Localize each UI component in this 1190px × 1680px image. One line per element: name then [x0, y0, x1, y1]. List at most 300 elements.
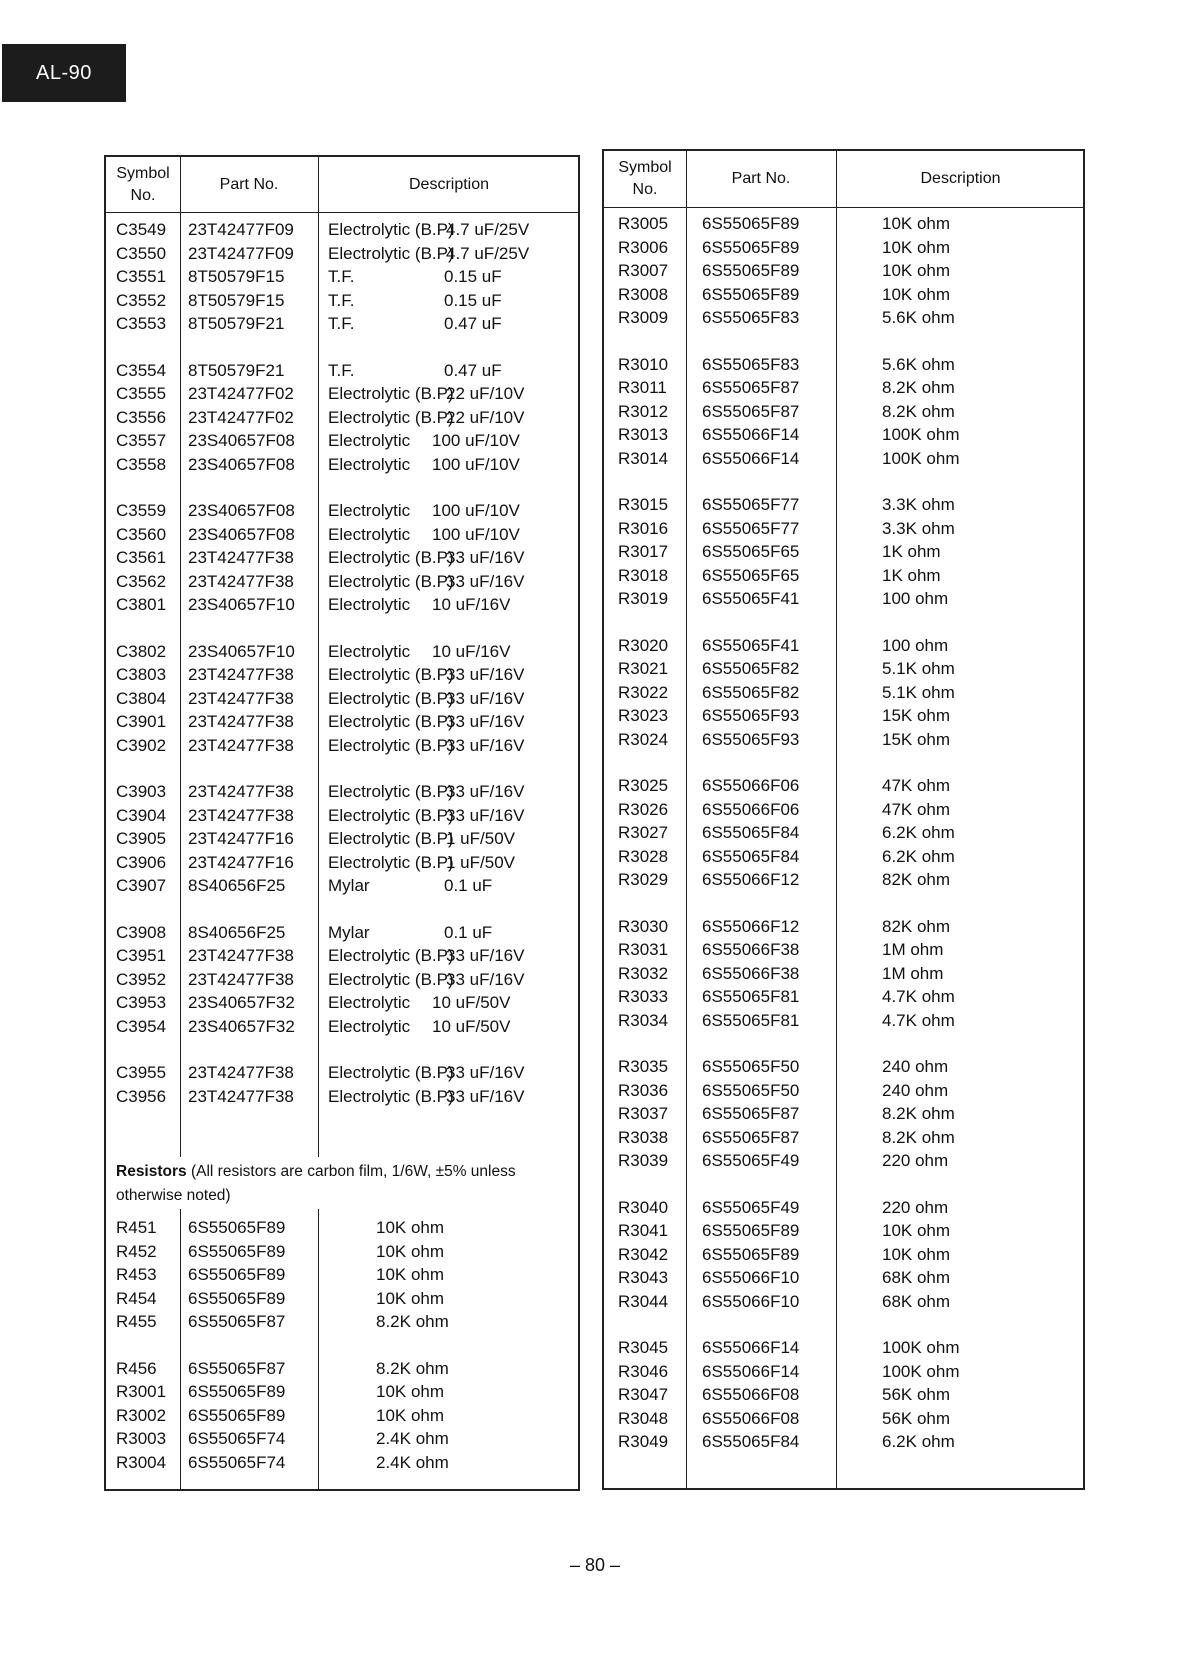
cell-part-no: 6S55066F12 [702, 870, 800, 889]
group-spacer [106, 1038, 578, 1061]
cell-symbol: R3025 [618, 776, 669, 795]
table-row [604, 962, 1083, 986]
cell-part-no: 6S55065F89 [702, 214, 800, 233]
cell-value: 0.1 uF [444, 876, 493, 895]
header-part-no: Part No. [731, 170, 791, 187]
cell-value: 10K ohm [376, 1382, 445, 1401]
cell-value: 1K ohm [882, 565, 941, 585]
cell-part-no: 6S55065F83 [702, 354, 800, 374]
table-row [106, 921, 578, 945]
cell-symbol: R453 [116, 1265, 157, 1284]
cell-symbol: C3557 [116, 431, 167, 450]
table-row [106, 968, 578, 992]
cell-type: Electrolytic [328, 454, 411, 474]
cell-symbol: C3801 [116, 595, 167, 614]
cell-symbol: R3004 [116, 1452, 167, 1472]
cell-type: Electrolytic (B.P) [328, 665, 454, 684]
cell-value: 56K ohm [882, 1408, 951, 1428]
cell-symbol: C3802 [116, 641, 167, 661]
cell-value: 100 uF/10V [432, 431, 520, 450]
cell-part-no: 23T42477F02 [188, 407, 294, 427]
cell-part-no: 6S55065F84 [702, 1432, 800, 1451]
cell-part-no: 23S40657F10 [188, 641, 295, 661]
cell-part-no: 6S55066F10 [702, 1268, 800, 1287]
cell-symbol: R3039 [618, 1151, 669, 1170]
cell-value: 1M ohm [882, 940, 944, 959]
cell-value: 68K ohm [882, 1268, 951, 1287]
table-row [604, 681, 1083, 705]
cell-symbol: C3556 [116, 407, 167, 427]
cell-symbol: C3553 [116, 314, 167, 333]
cell-symbol: R455 [116, 1312, 157, 1331]
cell-value: 5.1K ohm [882, 659, 955, 678]
cell-part-no: 6S55065F65 [702, 565, 800, 585]
group-spacer [604, 611, 1083, 634]
cell-type: T.F. [328, 290, 355, 310]
cell-symbol: R3028 [618, 846, 669, 866]
right-resistor-list [604, 212, 1083, 1454]
cell-part-no: 23S40657F08 [188, 524, 295, 544]
cell-value: 1M ohm [882, 963, 944, 983]
table-row [106, 663, 578, 687]
cell-symbol: C3803 [116, 665, 167, 684]
table-row [106, 265, 578, 289]
cell-part-no: 6S55065F41 [702, 635, 800, 655]
group-spacer [604, 892, 1083, 915]
table-row [106, 382, 578, 406]
cell-value: 0.15 uF [444, 290, 502, 310]
cell-type: Electrolytic (B.P) [328, 829, 454, 848]
table-row [604, 1126, 1083, 1150]
cell-value: 0.47 uF [444, 314, 502, 333]
cell-symbol: R3030 [618, 916, 669, 936]
cell-value: 10K ohm [882, 214, 951, 233]
cell-value: 4.7 uF/25V [446, 243, 530, 263]
cell-value: 6.2K ohm [882, 1432, 955, 1451]
table-row [106, 804, 578, 828]
cell-part-no: 23S40657F08 [188, 431, 295, 450]
table-row [106, 593, 578, 617]
cell-value: 33 uF/16V [446, 1063, 525, 1082]
cell-symbol: R3022 [618, 682, 669, 702]
header-description: Description [408, 175, 490, 193]
table-row [106, 218, 578, 242]
cell-symbol: R3018 [618, 565, 669, 585]
table-row [604, 353, 1083, 377]
cell-value: 8.2K ohm [882, 1104, 955, 1123]
table-row [106, 874, 578, 898]
cell-symbol: R3015 [618, 495, 669, 514]
table-row [604, 1290, 1083, 1314]
cell-symbol: R3044 [618, 1291, 669, 1311]
table-row [604, 1243, 1083, 1267]
cell-symbol: C3555 [116, 384, 167, 403]
table-row [106, 1427, 578, 1451]
cell-part-no: 6S55066F08 [702, 1408, 800, 1428]
cell-symbol: R3017 [618, 542, 669, 561]
cell-part-no: 23T42477F38 [188, 1063, 294, 1082]
cell-value: 240 ohm [882, 1057, 949, 1076]
cell-part-no: 6S55065F89 [188, 1288, 286, 1308]
cell-part-no: 8S40656F25 [188, 922, 286, 942]
cell-type: Electrolytic (B.P) [328, 571, 454, 591]
table-row [604, 540, 1083, 564]
cell-value: 56K ohm [882, 1385, 951, 1404]
cell-value: 33 uF/16V [446, 805, 525, 825]
cell-symbol: C3552 [116, 290, 167, 310]
cell-symbol: C3561 [116, 548, 167, 567]
table-row [106, 1015, 578, 1039]
cell-value: 5.1K ohm [882, 682, 955, 702]
cell-symbol: R3034 [618, 1010, 669, 1030]
cell-symbol: R3036 [618, 1080, 669, 1100]
table-row [106, 687, 578, 711]
table-row [604, 1102, 1083, 1126]
cell-value: 3.3K ohm [882, 495, 955, 514]
table-row [604, 236, 1083, 260]
cell-symbol: R3010 [618, 354, 669, 374]
cell-value: 100 ohm [882, 589, 949, 608]
table-row [604, 1196, 1083, 1220]
cell-symbol: R451 [116, 1218, 157, 1237]
group-spacer [106, 617, 578, 640]
cell-value: 0.47 uF [444, 360, 502, 380]
cell-part-no: 6S55065F50 [702, 1057, 800, 1076]
cell-symbol: R3012 [618, 401, 669, 421]
table-row [604, 915, 1083, 939]
cell-value: 33 uF/16V [446, 735, 525, 755]
cell-part-no: 6S55065F74 [188, 1452, 286, 1472]
cell-symbol: R3020 [618, 635, 669, 655]
page-number: – 80 – [569, 1555, 621, 1575]
table-row [106, 710, 578, 734]
cell-value: 10 uF/50V [432, 1016, 511, 1036]
table-row [106, 312, 578, 336]
cell-part-no: 6S55065F89 [188, 1265, 286, 1284]
cell-part-no: 6S55065F93 [702, 729, 800, 749]
table-row [604, 1407, 1083, 1431]
cell-symbol: R3021 [618, 659, 669, 678]
cell-symbol: R3048 [618, 1408, 669, 1428]
cell-type: Electrolytic [328, 431, 411, 450]
cell-symbol: R3016 [618, 518, 669, 538]
cell-value: 10K ohm [376, 1218, 445, 1237]
cell-part-no: 23T42477F38 [188, 571, 294, 591]
group-spacer [604, 1032, 1083, 1055]
cell-symbol: R3038 [618, 1127, 669, 1147]
cell-part-no: 6S55065F87 [188, 1312, 286, 1331]
cell-part-no: 6S55066F38 [702, 963, 800, 983]
cell-symbol: C3558 [116, 454, 167, 474]
table-row [604, 821, 1083, 845]
cell-symbol: R3031 [618, 940, 669, 959]
cell-symbol: R3042 [618, 1244, 669, 1264]
cell-value: 1 uF/50V [446, 829, 515, 848]
cell-part-no: 6S55066F08 [702, 1385, 800, 1404]
cell-value: 3.3K ohm [882, 518, 955, 538]
cell-value: 100K ohm [882, 1338, 960, 1357]
cell-type: Electrolytic (B.P) [328, 735, 454, 755]
cell-part-no: 8T50579F15 [188, 267, 285, 286]
cell-value: 100K ohm [882, 1361, 960, 1381]
cell-symbol: R3019 [618, 589, 669, 608]
cell-type: Electrolytic (B.P) [328, 712, 454, 731]
cell-part-no: 6S55065F49 [702, 1197, 800, 1217]
cell-type: Electrolytic [328, 1016, 411, 1036]
cell-part-no: 23T42477F09 [188, 243, 294, 263]
group-spacer [604, 1313, 1083, 1336]
cell-type: Electrolytic [328, 501, 411, 520]
table-row [604, 1219, 1083, 1243]
cell-value: 47K ohm [882, 799, 951, 819]
cell-value: 4.7K ohm [882, 1010, 955, 1030]
cell-value: 8.2K ohm [882, 378, 955, 397]
group-spacer [604, 470, 1083, 493]
table-row [106, 1404, 578, 1428]
table-row [604, 1360, 1083, 1384]
cell-part-no: 6S55066F06 [702, 776, 800, 795]
group-spacer [106, 898, 578, 921]
capacitor-list [106, 218, 578, 1108]
group-spacer [604, 1173, 1083, 1196]
cell-type: Electrolytic (B.P) [328, 1063, 454, 1082]
cell-part-no: 6S55066F14 [702, 448, 800, 468]
cell-part-no: 23S40657F32 [188, 1016, 295, 1036]
cell-part-no: 6S55065F89 [702, 237, 800, 257]
table-row [106, 1240, 578, 1264]
group-spacer [106, 336, 578, 359]
cell-symbol: R3006 [618, 237, 669, 257]
cell-value: 33 uF/16V [446, 946, 525, 965]
cell-value: 33 uF/16V [446, 782, 525, 801]
cell-symbol: C3902 [116, 735, 167, 755]
cell-part-no: 23T42477F38 [188, 1086, 294, 1106]
resistor-note-title: Resistors [116, 1163, 187, 1180]
cell-symbol: R3046 [618, 1361, 669, 1381]
table-row [604, 1079, 1083, 1103]
cell-part-no: 6S55066F10 [702, 1291, 800, 1311]
cell-value: 8.2K ohm [376, 1312, 449, 1331]
table-row [604, 376, 1083, 400]
table-row [106, 991, 578, 1015]
cell-value: 10K ohm [882, 261, 951, 280]
cell-part-no: 6S55066F38 [702, 940, 800, 959]
table-row [106, 944, 578, 968]
table-row [106, 1216, 578, 1240]
cell-part-no: 6S55065F50 [702, 1080, 800, 1100]
table-row [604, 517, 1083, 541]
cell-part-no: 6S55065F82 [702, 682, 800, 702]
model-badge: AL-90 [2, 44, 126, 102]
cell-value: 8.2K ohm [376, 1358, 449, 1378]
left-parts-table [104, 155, 580, 1491]
cell-part-no: 23S40657F08 [188, 454, 295, 474]
cell-symbol: R3026 [618, 799, 669, 819]
table-row [604, 938, 1083, 962]
table-row [604, 212, 1083, 236]
group-spacer [106, 757, 578, 780]
cell-value: 0.15 uF [444, 267, 502, 286]
cell-part-no: 23T42477F38 [188, 946, 294, 965]
cell-symbol: R3041 [618, 1221, 669, 1240]
cell-value: 100 ohm [882, 635, 949, 655]
table-row [106, 499, 578, 523]
cell-value: 33 uF/16V [446, 571, 525, 591]
resistor-note [116, 1160, 576, 1208]
header-symbol: Symbol No. [116, 164, 170, 204]
cell-part-no: 8T50579F15 [188, 290, 285, 310]
cell-value: 240 ohm [882, 1080, 949, 1100]
cell-part-no: 6S55065F81 [702, 987, 800, 1006]
table-row [604, 868, 1083, 892]
cell-symbol: R3003 [116, 1429, 167, 1448]
cell-value: 4.7 uF/25V [446, 220, 530, 239]
cell-symbol: C3904 [116, 805, 167, 825]
cell-value: 6.2K ohm [882, 846, 955, 866]
cell-symbol: C3901 [116, 712, 167, 731]
cell-value: 8.2K ohm [882, 1127, 955, 1147]
cell-symbol: C3551 [116, 267, 167, 286]
cell-type: Electrolytic (B.P) [328, 407, 454, 427]
cell-symbol: C3905 [116, 829, 167, 848]
table-row [604, 423, 1083, 447]
cell-symbol: R3032 [618, 963, 669, 983]
table-row [106, 453, 578, 477]
cell-part-no: 6S55066F14 [702, 1338, 800, 1357]
table-row [106, 570, 578, 594]
cell-part-no: 23T42477F38 [188, 548, 294, 567]
cell-part-no: 6S55066F14 [702, 1361, 800, 1381]
cell-part-no: 6S55065F83 [702, 308, 800, 327]
cell-part-no: 23T42477F16 [188, 829, 294, 848]
table-row [604, 845, 1083, 869]
table-row [604, 306, 1083, 330]
cell-part-no: 6S55066F06 [702, 799, 800, 819]
cell-part-no: 23T42477F38 [188, 712, 294, 731]
table-row [106, 1380, 578, 1404]
left-resistor-list [106, 1216, 578, 1474]
table-row [604, 1055, 1083, 1079]
cell-value: 10 uF/16V [432, 595, 511, 614]
table-row [604, 400, 1083, 424]
cell-part-no: 6S55066F14 [702, 425, 800, 444]
cell-part-no: 23T42477F02 [188, 384, 294, 403]
table-row [604, 704, 1083, 728]
cell-value: 10 uF/50V [432, 993, 511, 1012]
cell-part-no: 23T42477F38 [188, 665, 294, 684]
table-row [106, 1287, 578, 1311]
cell-symbol: R3001 [116, 1382, 167, 1401]
cell-value: 100 uF/10V [432, 524, 520, 544]
cell-value: 15K ohm [882, 706, 951, 725]
table-row [604, 587, 1083, 611]
table-row [106, 289, 578, 313]
cell-value: 10K ohm [882, 237, 951, 257]
cell-part-no: 23S40657F10 [188, 595, 295, 614]
cell-symbol: R3029 [618, 870, 669, 889]
header-symbol: Symbol No. [618, 159, 672, 198]
cell-type: Electrolytic (B.P) [328, 688, 454, 708]
table-row [604, 1336, 1083, 1360]
cell-symbol: R3013 [618, 425, 669, 444]
cell-value: 1K ohm [882, 542, 941, 561]
cell-part-no: 6S55065F89 [702, 1221, 800, 1240]
cell-symbol: C3953 [116, 993, 167, 1012]
cell-type: Electrolytic [328, 595, 411, 614]
cell-value: 5.6K ohm [882, 308, 955, 327]
cell-symbol: R3043 [618, 1268, 669, 1287]
table-row [604, 985, 1083, 1009]
table-row [604, 1266, 1083, 1290]
table-row [106, 734, 578, 758]
cell-part-no: 6S55065F84 [702, 823, 800, 842]
cell-symbol: C3903 [116, 782, 167, 801]
table-row [604, 1149, 1083, 1173]
cell-part-no: 6S55065F74 [188, 1429, 286, 1448]
cell-value: 82K ohm [882, 870, 951, 889]
table-row [106, 242, 578, 266]
cell-value: 100 uF/10V [432, 454, 520, 474]
cell-value: 220 ohm [882, 1151, 949, 1170]
cell-part-no: 23T42477F16 [188, 852, 294, 872]
table-row [604, 283, 1083, 307]
cell-symbol: R3049 [618, 1432, 669, 1451]
cell-value: 2.4K ohm [376, 1429, 449, 1448]
cell-part-no: 6S55065F89 [188, 1382, 286, 1401]
cell-symbol: R3040 [618, 1197, 669, 1217]
cell-part-no: 6S55065F89 [188, 1405, 286, 1425]
cell-part-no: 6S55065F49 [702, 1151, 800, 1170]
cell-value: 10 uF/16V [432, 641, 511, 661]
cell-type: Electrolytic (B.P) [328, 243, 454, 263]
table-row [604, 493, 1083, 517]
table-row [106, 1263, 578, 1287]
table-row [106, 640, 578, 664]
cell-symbol: R3002 [116, 1405, 167, 1425]
cell-value: 10K ohm [882, 284, 951, 304]
cell-type: Electrolytic (B.P) [328, 548, 454, 567]
cell-symbol: C3907 [116, 876, 167, 895]
cell-value: 33 uF/16V [446, 665, 525, 684]
table-row [604, 657, 1083, 681]
cell-symbol: C3908 [116, 922, 167, 942]
cell-part-no: 6S55065F87 [702, 1104, 800, 1123]
cell-value: 10K ohm [882, 1221, 951, 1240]
cell-type: Mylar [328, 922, 370, 942]
table-row [106, 429, 578, 453]
cell-value: 10K ohm [376, 1405, 445, 1425]
cell-part-no: 6S55065F93 [702, 706, 800, 725]
header-description: Description [920, 170, 1001, 187]
cell-symbol: C3906 [116, 852, 167, 872]
cell-part-no: 6S55065F87 [702, 401, 800, 421]
cell-value: 22 uF/10V [446, 407, 525, 427]
table-row [604, 728, 1083, 752]
cell-value: 22 uF/10V [446, 384, 525, 403]
cell-symbol: C3550 [116, 243, 167, 263]
cell-symbol: R3035 [618, 1057, 669, 1076]
cell-symbol: C3952 [116, 969, 167, 989]
cell-part-no: 6S55065F89 [702, 1244, 800, 1264]
cell-symbol: C3554 [116, 360, 167, 380]
cell-symbol: C3951 [116, 946, 167, 965]
cell-type: Electrolytic (B.P) [328, 805, 454, 825]
cell-symbol: R3027 [618, 823, 669, 842]
cell-part-no: 6S55065F77 [702, 518, 800, 538]
cell-symbol: C3956 [116, 1086, 167, 1106]
cell-symbol: C3954 [116, 1016, 167, 1036]
cell-part-no: 6S55065F82 [702, 659, 800, 678]
